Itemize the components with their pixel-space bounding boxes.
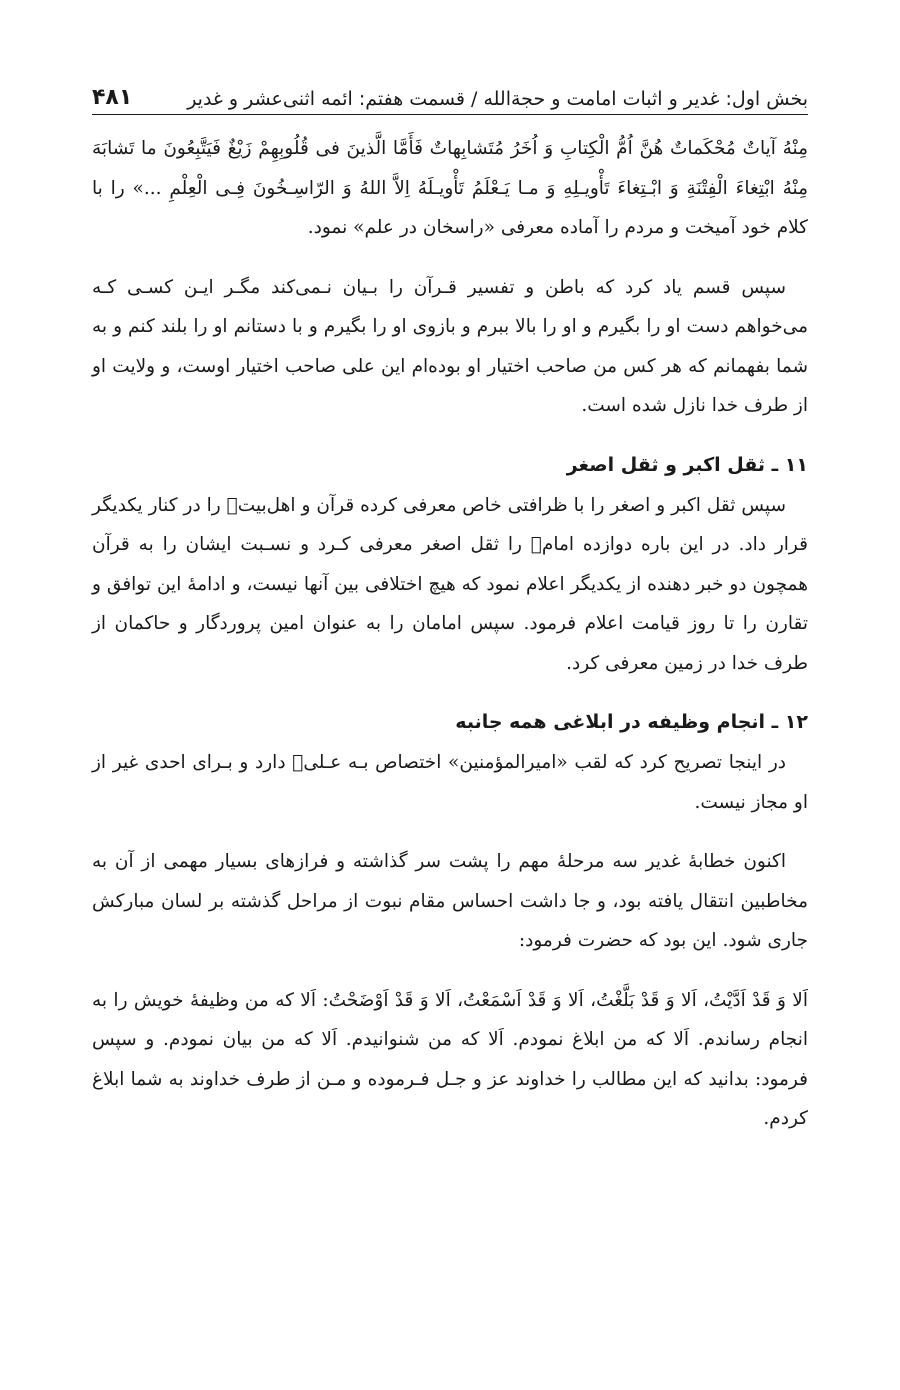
- paragraph-ghadir-sermon: اکنون خطابهٔ غدیر سه مرحلهٔ مهم را پشت سر گذاشته و فرازهای بسیار مهمی از آن به مخاطبین انتقال یافته بود، و جا داشت احساس مقام نبوت از مراحل گذشته بر لسان مبارکش جاری شود. این بود که حضرت فرمود:: [92, 851, 808, 951]
- paragraph-oath: سپس قسم یاد کرد که باطن و تفسیر قـرآن را بـیان نـمی‌کند مگـر ایـن کسـی کـه می‌خواهم دست او را بگیرم و او را بالا ببرم و بازوی او را بگیرم و با دستانم او را بلند کنم و به شما بفهمانم که هر کس من صاحب اختیار او بوده‌ام این علی صاحب اختیار اوست، و ولایت او از طرف خدا نازل شده است.: [92, 276, 808, 416]
- page-content: [92, 129, 808, 1139]
- paragraph-amir-al-muminin: در اینجا تصریح کرد که لقب «امیرالمؤمنین» اختصاص بـه عـلی﷣ دارد و بـرای احدی غیر از او مجاز نیست.: [92, 752, 808, 813]
- paragraph-thaqalayn: سپس ثقل اکبر و اصغر را با ظرافتی خاص معرفی کرده قرآن و اهل‌بیت﷨ را در کنار یکدیگر قرار داد. در این باره دوازده امام﷨ را ثقل اصغر معرفی کـرد و نسـبت ایشان را به قرآن همچون دو خبر دهنده از یکدیگر اعلام نمود که هیچ اختلافی بین آنها نیست، و ادامهٔ این توافق و تقارن را تا روز قیامت اعلام فرمود. سپس امامان را به عنوان امین پروردگار و حاکمان از طرف خدا در زمین معرفی کرد.: [92, 494, 808, 674]
- paragraph-declaration: اَلا وَ قَدْ اَدَّیْتُ، اَلا وَ قَدْ بَلَّغْتُ، اَلا وَ قَدْ اَسْمَعْتُ، اَلا وَ قَدْ اَوْضَحْتُ: اَلا که من وظیفهٔ خویش را به انجام رساندم. اَلا که من ابلاغ نمودم. اَلا که من شنوانیدم. اَلا که من بیان نمودم. و سپس فرمود: بدانید که این مطالب را خداوند عز و جـل فـرموده و مـن از طرف خداوند به شما ابلاغ کردم.: [92, 989, 808, 1129]
- running-head: بخش اول: غدیر و اثبات امامت و حجةالله / قسمت هفتم: ائمه اثنی‌عشر و غدیر: [187, 88, 808, 110]
- page-header: [92, 70, 808, 115]
- page-number: ۴۸۱: [92, 85, 133, 110]
- section-heading-11: ۱۱ ـ ثقل اکبر و ثقل اصغر: [566, 453, 808, 476]
- paragraph-quran-verse: مِنْهُ آیاتٌ مُحْکَماتٌ هُنَّ اُمُّ الْکِتابِ وَ اُخَرُ مُتَشابِهاتٌ فَأَمَّا الَّذینَ فی قُلُوبِهِمْ زَیْغٌ فَیَتَّبِعُونَ ما تَشابَهَ مِنْهُ ابْتِغاءَ الْفِتْنَةِ وَ ابْـتِغاءَ تَأْویـلِهِ وَ مـا یَـعْلَمُ تَأْویـلَهُ اِلاَّ اللهُ وَ الرّاسِـخُونَ فِـی الْعِلْمِ ...» را با کلام خود آمیخت و مردم را آماده معرفی «راسخان در علم» نمود.: [92, 138, 808, 238]
- section-heading-12: ۱۲ ـ انجام وظیفه در ابلاغی همه جانبه: [455, 711, 808, 733]
- book-page: [92, 70, 808, 1139]
